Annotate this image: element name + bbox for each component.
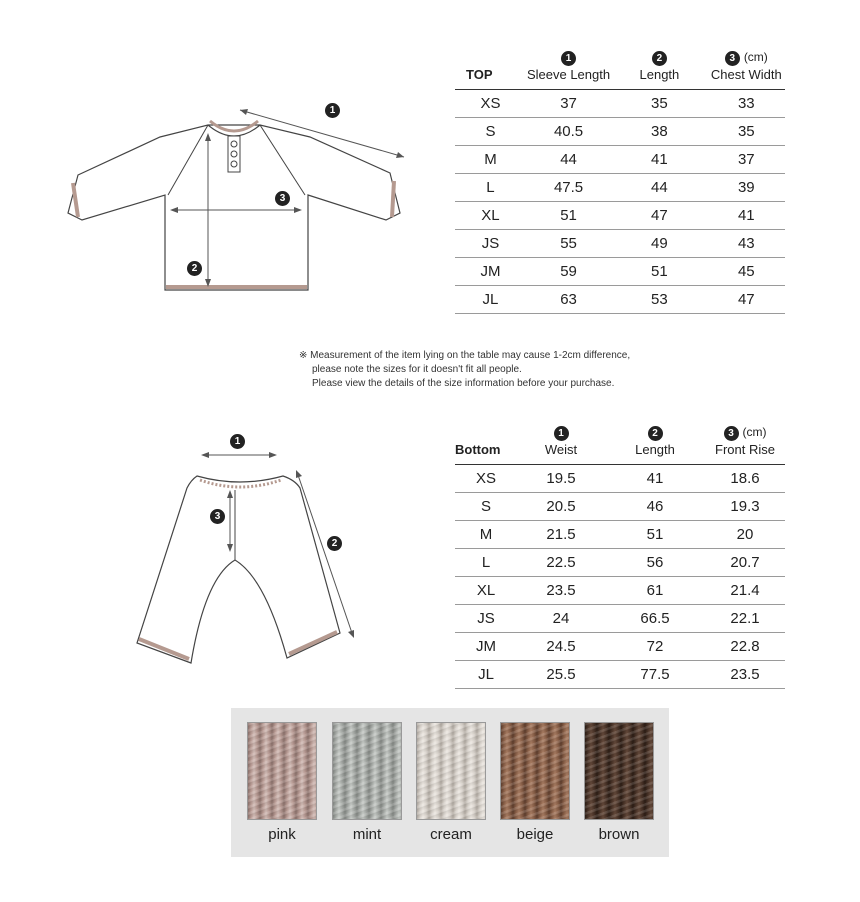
table-row: L 22.5 56 20.7 (455, 549, 785, 577)
size-cell: XS (475, 470, 496, 487)
top-col-chest-width: 3 (cm) Chest Width (710, 50, 782, 82)
unit-label: (cm) (742, 425, 767, 439)
top-garment-svg (60, 95, 420, 305)
swatch-cream-image (416, 722, 486, 820)
table-row: JL 25.5 77.5 23.5 (455, 661, 785, 689)
swatch-mint-image (332, 722, 402, 820)
top-col-length: 2 Length (639, 53, 680, 82)
waist-marker: 1 (230, 434, 245, 449)
table-row: S 40.5 38 35 (455, 118, 785, 146)
table-row: XL 23.5 61 21.4 (455, 577, 785, 605)
top-garment-drawing (60, 95, 420, 305)
bottom-size-table (455, 423, 785, 689)
length-marker: 2 (187, 261, 202, 276)
col-3-marker: 3 (725, 51, 740, 66)
top-table-label: TOP (466, 67, 493, 82)
top-size-table (455, 48, 785, 314)
unit-label: (cm) (743, 50, 768, 64)
top-col-sleeve-length: 1 Sleeve Length (526, 53, 611, 82)
table-row: XS 37 35 33 (455, 90, 785, 118)
size-cell: JS (481, 235, 500, 252)
swatch-pink (247, 722, 317, 843)
color-swatch-panel (231, 708, 669, 857)
table-row: L 47.5 44 39 (455, 174, 785, 202)
bottom-col-front-rise: 3 (cm) Front Rise (715, 425, 775, 457)
table-row: M 21.5 51 20 (455, 521, 785, 549)
top-table-header (455, 48, 785, 90)
col-2-marker: 2 (648, 426, 663, 441)
col-1-marker: 1 (561, 51, 576, 66)
table-row: JM 24.5 72 22.8 (455, 633, 785, 661)
size-cell: JL (482, 291, 499, 308)
note-line: please note the sizes for it doesn't fit all people. (312, 364, 522, 375)
size-cell: L (481, 554, 491, 571)
size-cell: XL (476, 582, 496, 599)
table-row: S 20.5 46 19.3 (455, 493, 785, 521)
size-cell: JS (477, 610, 495, 627)
table-row: XS 19.5 41 18.6 (455, 465, 785, 493)
table-row: JS 24 66.5 22.1 (455, 605, 785, 633)
front-rise-marker: 3 (210, 509, 225, 524)
size-cell: JM (476, 638, 496, 655)
col-2-marker: 2 (652, 51, 667, 66)
swatch-mint (332, 722, 402, 843)
col-1-marker: 1 (554, 426, 569, 441)
swatch-label: beige (516, 826, 554, 843)
bottom-table-header (455, 423, 785, 465)
swatch-label: cream (430, 826, 472, 843)
size-cell: XL (481, 207, 500, 224)
bottom-table-label: Bottom (455, 442, 501, 457)
size-cell: S (485, 123, 496, 140)
table-row: JS 55 49 43 (455, 230, 785, 258)
size-cell: JM (480, 263, 501, 280)
swatch-label: pink (268, 826, 296, 843)
swatch-pink-image (247, 722, 317, 820)
note-line: Please view the details of the size information before your purchase. (312, 378, 615, 389)
table-row: JM 59 51 45 (455, 258, 785, 286)
bottom-garment-drawing (125, 428, 365, 668)
size-cell: JL (478, 666, 494, 683)
sleeve-length-marker: 1 (325, 103, 340, 118)
note-line: ※ Measurement of the item lying on the table may cause 1-2cm difference, (299, 350, 631, 361)
swatch-beige-image (500, 722, 570, 820)
size-cell: L (486, 179, 495, 196)
size-cell: M (479, 526, 493, 543)
measurement-note (299, 349, 630, 391)
size-cell: XS (480, 95, 501, 112)
swatch-label: brown (598, 826, 640, 843)
swatch-cream (416, 722, 486, 843)
swatch-brown (584, 722, 654, 843)
chest-width-marker: 3 (275, 191, 290, 206)
swatch-label: mint (352, 826, 382, 843)
table-row: XL 51 47 41 (455, 202, 785, 230)
swatch-beige (500, 722, 570, 843)
size-cell: M (484, 151, 497, 168)
bottom-col-waist: 1 Weist (544, 428, 578, 457)
col-3-marker: 3 (724, 426, 739, 441)
table-row: JL 63 53 47 (455, 286, 785, 314)
size-cell: S (480, 498, 491, 515)
bottom-length-marker: 2 (327, 536, 342, 551)
bottom-col-length: 2 Length (635, 428, 675, 457)
swatch-brown-image (584, 722, 654, 820)
table-row: M 44 41 37 (455, 146, 785, 174)
